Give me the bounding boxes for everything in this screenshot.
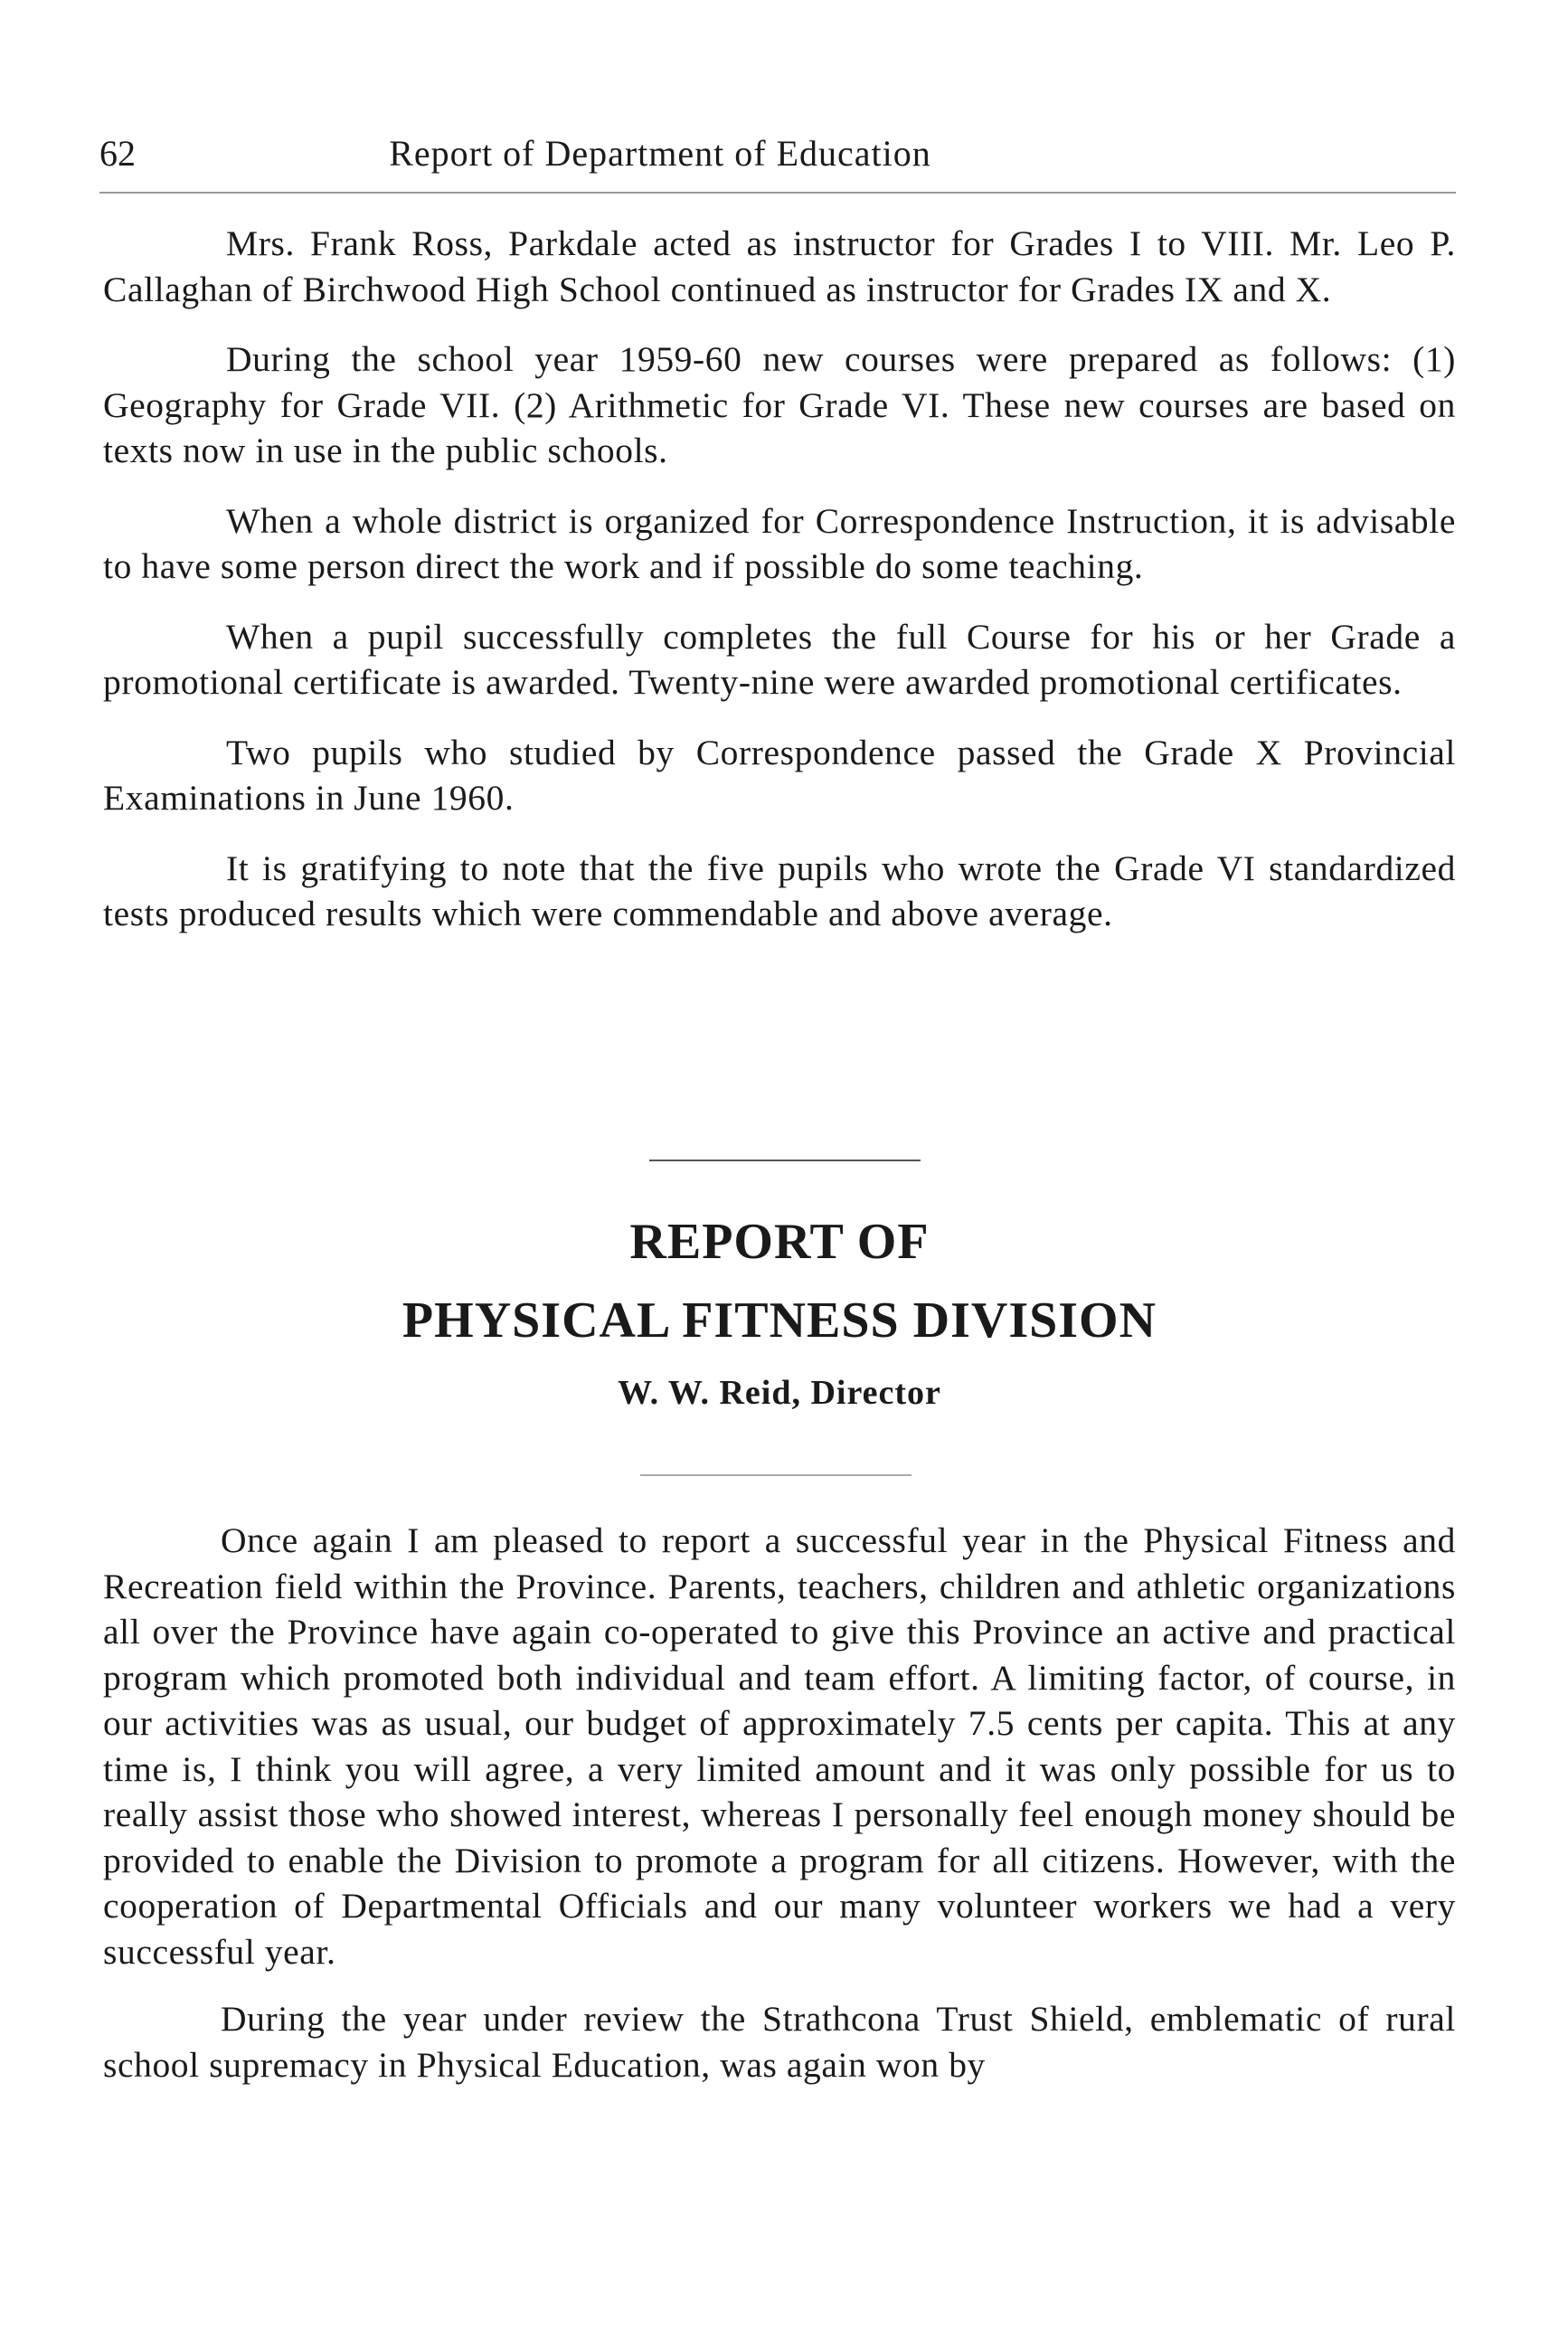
- section-divider-bottom: [640, 1474, 912, 1476]
- paragraph-standardized-tests: It is gratifying to note that the five pupils who wrote the Grade VI standardized tests produced results which were commendable and above average.: [103, 847, 1456, 933]
- paragraph-strathcona-shield: During the year under review the Strathcona Trust Shield, emblematic of rural school supremacy in Physical Education, was again won by: [103, 1999, 1456, 2085]
- section-heading-line-2: PHYSICAL FITNESS DIVISION: [401, 1292, 1157, 1349]
- section-divider-top: [649, 1160, 921, 1161]
- running-head: [99, 127, 1456, 181]
- paragraph-district-organization: When a whole district is organized for Correspondence Instruction, it is advisable to have some person direct the work and if possible do some teaching.: [103, 500, 1456, 586]
- section-heading-line-1: REPORT OF: [629, 1214, 930, 1270]
- paragraph-certificates: When a pupil successfully completes the full Course for his or her Grade a promotional certificate is awarded. Twenty-nine were awarded promotional certificates.: [103, 616, 1456, 702]
- header-rule: [99, 192, 1456, 194]
- intro-text-block: [103, 221, 1456, 961]
- section-byline: W. W. Reid, Director: [618, 1374, 941, 1412]
- paragraph-provincial-exams: Two pupils who studied by Correspondence passed the Grade X Provincial Examinations in June 1960.: [103, 732, 1456, 818]
- paragraph-new-courses: During the school year 1959-60 new courses were prepared as follows: (1) Geography for Grade VII. (2) Arithmetic for Grade VI. These new courses are based on texts now in use in the public schools.: [103, 339, 1456, 470]
- page-number: 62: [99, 133, 136, 174]
- section-text-block: [103, 1518, 1456, 2109]
- running-title: Report of Department of Education: [389, 133, 931, 174]
- paragraph-successful-year: Once again I am pleased to report a successful year in the Physical Fitness and Recreation field within the Province. Parents, teachers, children and athletic organizations all over the Province have again co-operated to give this Province an active and practical program which promoted both individual and team effort. A limiting factor, of course, in our activities was as usual, our budget of approximately 7.5 cents per capita. This at any time is, I think you will agree, a very limited amount and it was only possible for us to really assist those who showed interest, whereas I personally feel enough money should be provided to enable the Division to promote a program for all citizens. However, with the cooperation of Departmental Officials and our many volunteer workers we had a very successful year.: [103, 1520, 1456, 1972]
- paragraph-instructors: Mrs. Frank Ross, Parkdale acted as instructor for Grades I to VIII. Mr. Leo P. Callaghan of Birchwood High School continued as instructor for Grades IX and X.: [103, 223, 1456, 309]
